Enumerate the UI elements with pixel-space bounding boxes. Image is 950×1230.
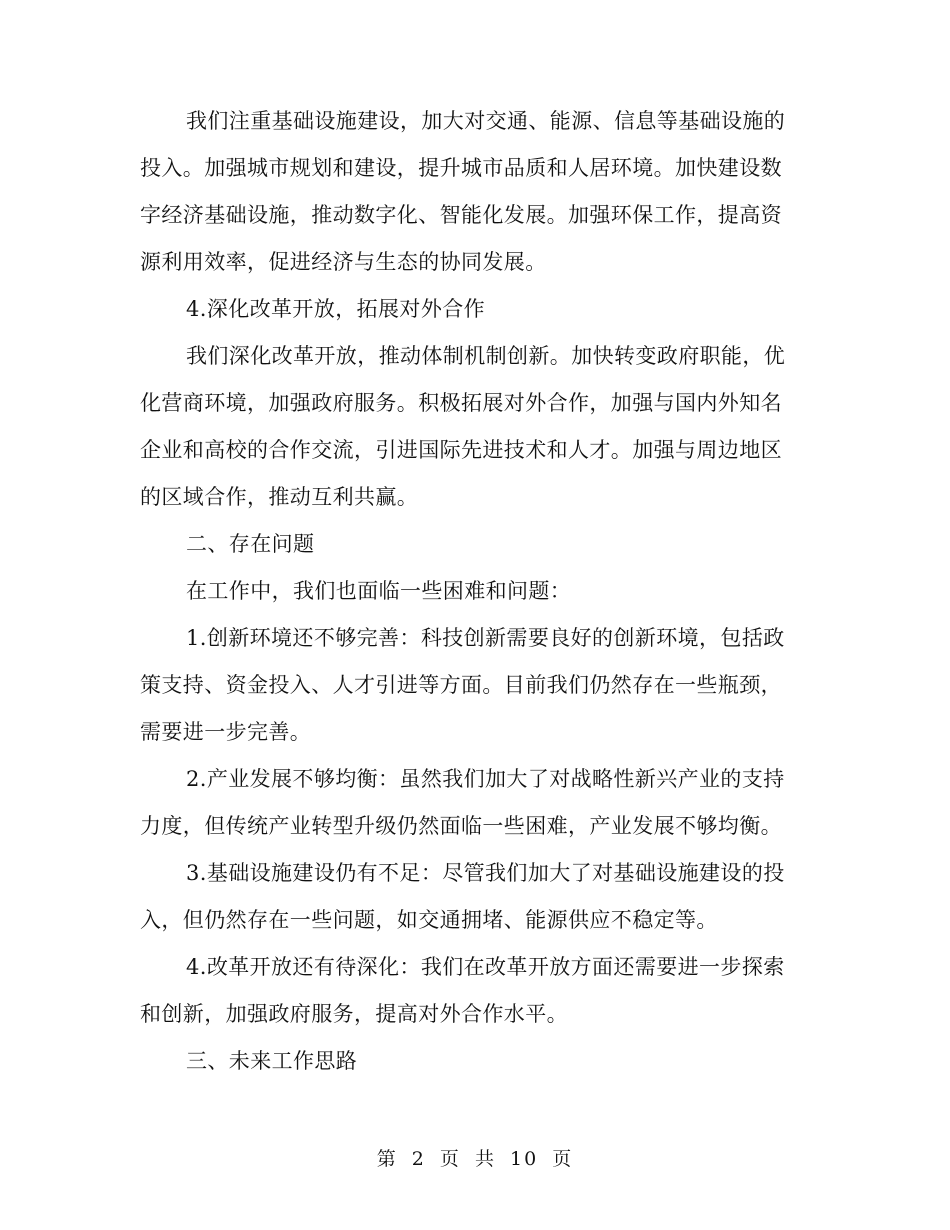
page-number-footer: 第 2 页 共 10 页 (376, 1148, 574, 1170)
section-heading-future-work: 三、未来工作思路 (186, 1049, 358, 1073)
paragraph-problem-2: 2.产业发展不够均衡：虽然我们加大了对战略性新兴产业的支持力度，但传统产业转型升级仍然面临一些困难，产业发展不够均衡。 (140, 767, 785, 838)
section-heading-reform-opening: 4.深化改革开放，拓展对外合作 (186, 297, 486, 321)
paragraph-problem-1: 1.创新环境还不够完善：科技创新需要良好的创新环境，包括政策支持、资金投入、人才引进等方面。目前我们仍然存在一些瓶颈，需要进一步完善。 (140, 626, 785, 744)
paragraph-reform-opening: 我们深化改革开放，推动体制机制创新。加快转变政府职能，优化营商环境，加强政府服务。积极拓展对外合作，加强与国内外知名企业和高校的合作交流，引进国际先进技术和人才。加强与周边地区的区域合作，推动互利共赢。 (140, 344, 786, 509)
paragraph-problem-3: 3.基础设施建设仍有不足：尽管我们加大了对基础设施建设的投入，但仍然存在一些问题，如交通拥堵、能源供应不稳定等。 (140, 861, 785, 932)
section-heading-existing-problems: 二、存在问题 (186, 532, 315, 556)
paragraph-problems-intro: 在工作中，我们也面临一些困难和问题： (186, 579, 572, 603)
paragraph-infrastructure: 我们注重基础设施建设，加大对交通、能源、信息等基础设施的投入。加强城市规划和建设，提升城市品质和人居环境。加快建设数字经济基础设施，推动数字化、智能化发展。加强环保工作，提高资源利用效率，促进经济与生态的协同发展。 (140, 109, 786, 274)
document-body (140, 98, 800, 1085)
paragraph-problem-4: 4.改革开放还有待深化：我们在改革开放方面还需要进一步探索和创新，加强政府服务，提高对外合作水平。 (140, 955, 785, 1026)
